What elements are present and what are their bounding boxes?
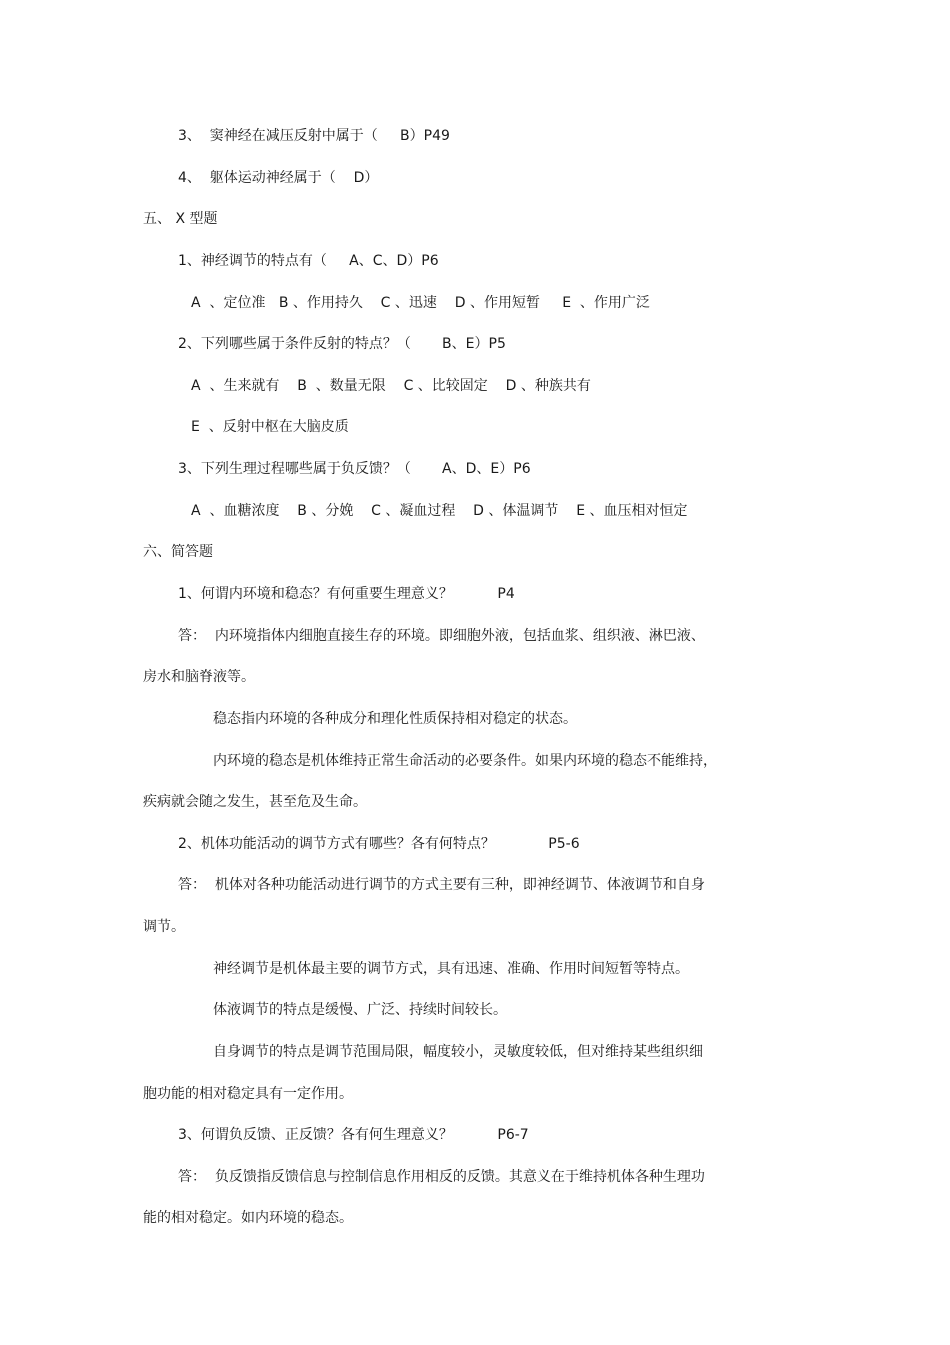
question-line: 2、下列哪些属于条件反射的特点？（ B、E）P5	[178, 336, 506, 352]
answer-line: 胞功能的相对稳定具有一定作用。	[143, 1086, 353, 1102]
answer-line: 调节。	[143, 919, 185, 935]
question-line: 2、机体功能活动的调节方式有哪些？各有何特点？ P5-6	[178, 836, 580, 852]
answer-line: 答： 内环境指体内细胞直接生存的环境。即细胞外液，包括血浆、组织液、淋巴液、	[178, 628, 705, 644]
answer-line: 答： 负反馈指反馈信息与控制信息作用相反的反馈。其意义在于维持机体各种生理功	[178, 1169, 705, 1185]
question-line: 1、何谓内环境和稳态？有何重要生理意义？ P4	[178, 586, 515, 602]
answer-line: 答： 机体对各种功能活动进行调节的方式主要有三种，即神经调节、体液调节和自身	[178, 877, 705, 893]
answer-line: 房水和脑脊液等。	[143, 669, 255, 685]
section-heading-x-type: 五、 X 型题	[143, 211, 218, 227]
answer-line: 体液调节的特点是缓慢、广泛、持续时间较长。	[213, 1002, 507, 1018]
question-line: 3、何谓负反馈、正反馈？各有何生理意义？ P6-7	[178, 1127, 529, 1143]
answer-line: 疾病就会随之发生，甚至危及生命。	[143, 794, 367, 810]
answer-line: 神经调节是机体最主要的调节方式，具有迅速、准确、作用时间短暂等特点。	[213, 961, 689, 977]
question-x4-line: 4、 躯体运动神经属于（ D）	[178, 170, 379, 186]
answer-line: 内环境的稳态是机体维持正常生命活动的必要条件。如果内环境的稳态不能维持，	[213, 753, 717, 769]
answer-line: 自身调节的特点是调节范围局限，幅度较小，灵敏度较低，但对维持某些组织细	[213, 1044, 703, 1060]
options-line: A 、血糖浓度 B 、分娩 C 、凝血过程 D 、体温调节 E 、血压相对恒定	[191, 503, 688, 519]
options-line: A 、定位准 B 、作用持久 C 、迅速 D 、作用短暂 E 、作用广泛	[191, 295, 650, 311]
options-line: E 、反射中枢在大脑皮质	[191, 419, 349, 435]
section-heading-short-answer: 六、简答题	[143, 544, 213, 560]
answer-line: 稳态指内环境的各种成分和理化性质保持相对稳定的状态。	[213, 711, 577, 727]
question-line: 1、神经调节的特点有（ A、C、D）P6	[178, 253, 439, 269]
answer-line: 能的相对稳定。如内环境的稳态。	[143, 1210, 353, 1226]
question-line: 3、下列生理过程哪些属于负反馈？（ A、D、E）P6	[178, 461, 531, 477]
question-x3-line: 3、 窦神经在减压反射中属于（ B）P49	[178, 128, 450, 144]
options-line: A 、生来就有 B 、数量无限 C 、比较固定 D 、种族共有	[191, 378, 591, 394]
